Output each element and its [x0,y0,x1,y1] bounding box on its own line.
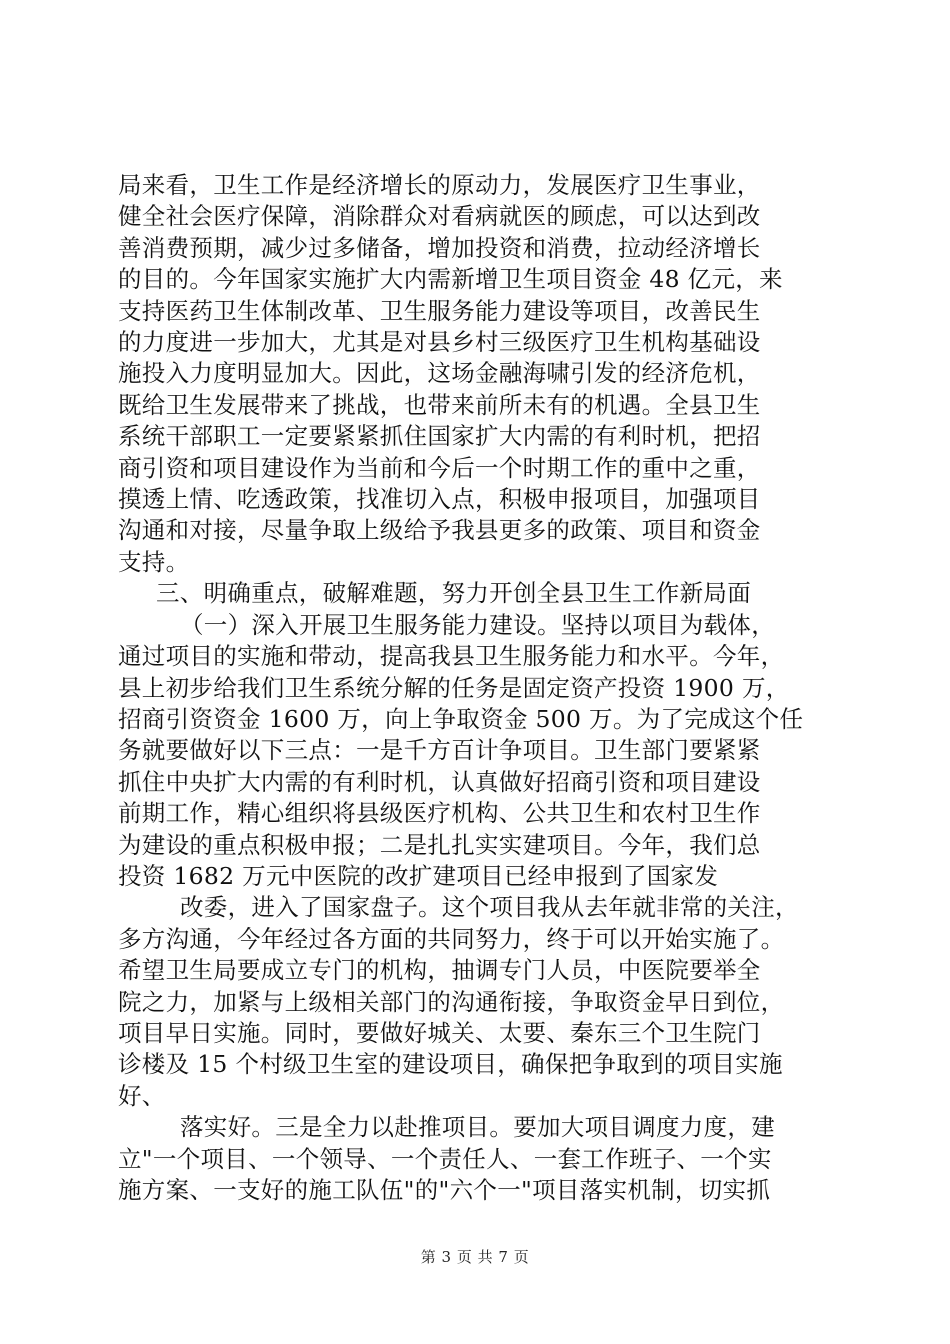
text-line: 立"一个项目、一个领导、一个责任人、一套工作班子、一个实 [118,1144,772,1173]
text-line: 通过项目的实施和带动，提高我县卫生服务能力和水平。今年， [118,642,785,671]
text-line: 健全社会医疗保障，消除群众对看病就医的顾虑，可以达到改 [118,202,761,231]
text-line: （一）深入开展卫生服务能力建设。坚持以项目为载体， [180,610,775,639]
text-line: 投资 1682 万元中医院的改扩建项目已经申报到了国家发 [118,861,719,890]
page-footer [0,1246,950,1267]
text-line: 善消费预期，减少过多储备，增加投资和消费，拉动经济增长 [118,233,761,262]
paragraph-capacity-building [118,610,838,893]
text-line: 既给卫生发展带来了挑战，也带来前所未有的机遇。全县卫生 [118,390,761,419]
text-line: 的目的。今年国家实施扩大内需新增卫生项目资金 48 亿元，来 [118,265,783,294]
text-line: 务就要做好以下三点：一是千方百计争项目。卫生部门要紧紧 [118,736,761,765]
document-body [118,170,838,1206]
text-line: 支持。 [118,547,190,576]
text-line: 改委，进入了国家盘子。这个项目我从去年就非常的关注， [180,893,799,922]
text-line: 落实好。三是全力以赴推项目。要加大项目调度力度，建 [180,1113,775,1142]
text-line: 前期工作，精心组织将县级医疗机构、公共卫生和农村卫生作 [118,799,761,828]
text-line: 院之力，加紧与上级相关部门的沟通衔接，争取资金早日到位， [118,987,785,1016]
text-line: 施投入力度明显加大。因此，这场金融海啸引发的经济危机， [118,359,761,388]
paragraph-hospital-project [118,892,838,1112]
text-line: 摸透上情、吃透政策，找准切入点，积极申报项目，加强项目 [118,485,761,514]
text-line: 好、 [118,1081,166,1110]
text-line: 多方沟通，今年经过各方面的共同努力，终于可以开始实施了。 [118,924,785,953]
text-line: 系统干部职工一定要紧紧抓住国家扩大内需的有利时机，把招 [118,422,761,451]
text-line: 县上初步给我们卫生系统分解的任务是固定资产投资 1900 万， [118,673,790,702]
text-line: 为建设的重点积极申报；二是扎扎实实建项目。今年，我们总 [118,830,761,859]
text-line: 局来看，卫生工作是经济增长的原动力，发展医疗卫生事业， [118,171,761,199]
text-line: 沟通和对接，尽量争取上级给予我县更多的政策、项目和资金 [118,516,761,545]
text-line: 抓住中央扩大内需的有利时机，认真做好招商引资和项目建设 [118,767,761,796]
text-line: 诊楼及 15 个村级卫生室的建设项目，确保把争取到的项目实施 [118,1050,783,1079]
paragraph-economic-growth [118,170,838,578]
text-line: 施方案、一支好的施工队伍"的"六个一"项目落实机制，切实抓 [118,1176,771,1204]
heading-line: 三、明确重点，破解难题，努力开创全县卫生工作新局面 [156,579,751,608]
page-number: 第 3 页 共 7 页 [420,1248,530,1266]
text-line: 商引资和项目建设作为当前和今后一个时期工作的重中之重， [118,453,761,482]
section-heading-3 [118,578,838,609]
text-line: 希望卫生局要成立专门的机构，抽调专门人员，中医院要举全 [118,956,761,985]
text-line: 招商引资资金 1600 万，向上争取资金 500 万。为了完成这个任 [118,704,804,733]
text-line: 项目早日实施。同时，要做好城关、太要、秦东三个卫生院门 [118,1018,761,1047]
text-line: 的力度进一步加大，尤其是对县乡村三级医疗卫生机构基础设 [118,328,761,357]
paragraph-project-promotion [118,1112,838,1206]
text-line: 支持医药卫生体制改革、卫生服务能力建设等项目，改善民生 [118,296,761,325]
